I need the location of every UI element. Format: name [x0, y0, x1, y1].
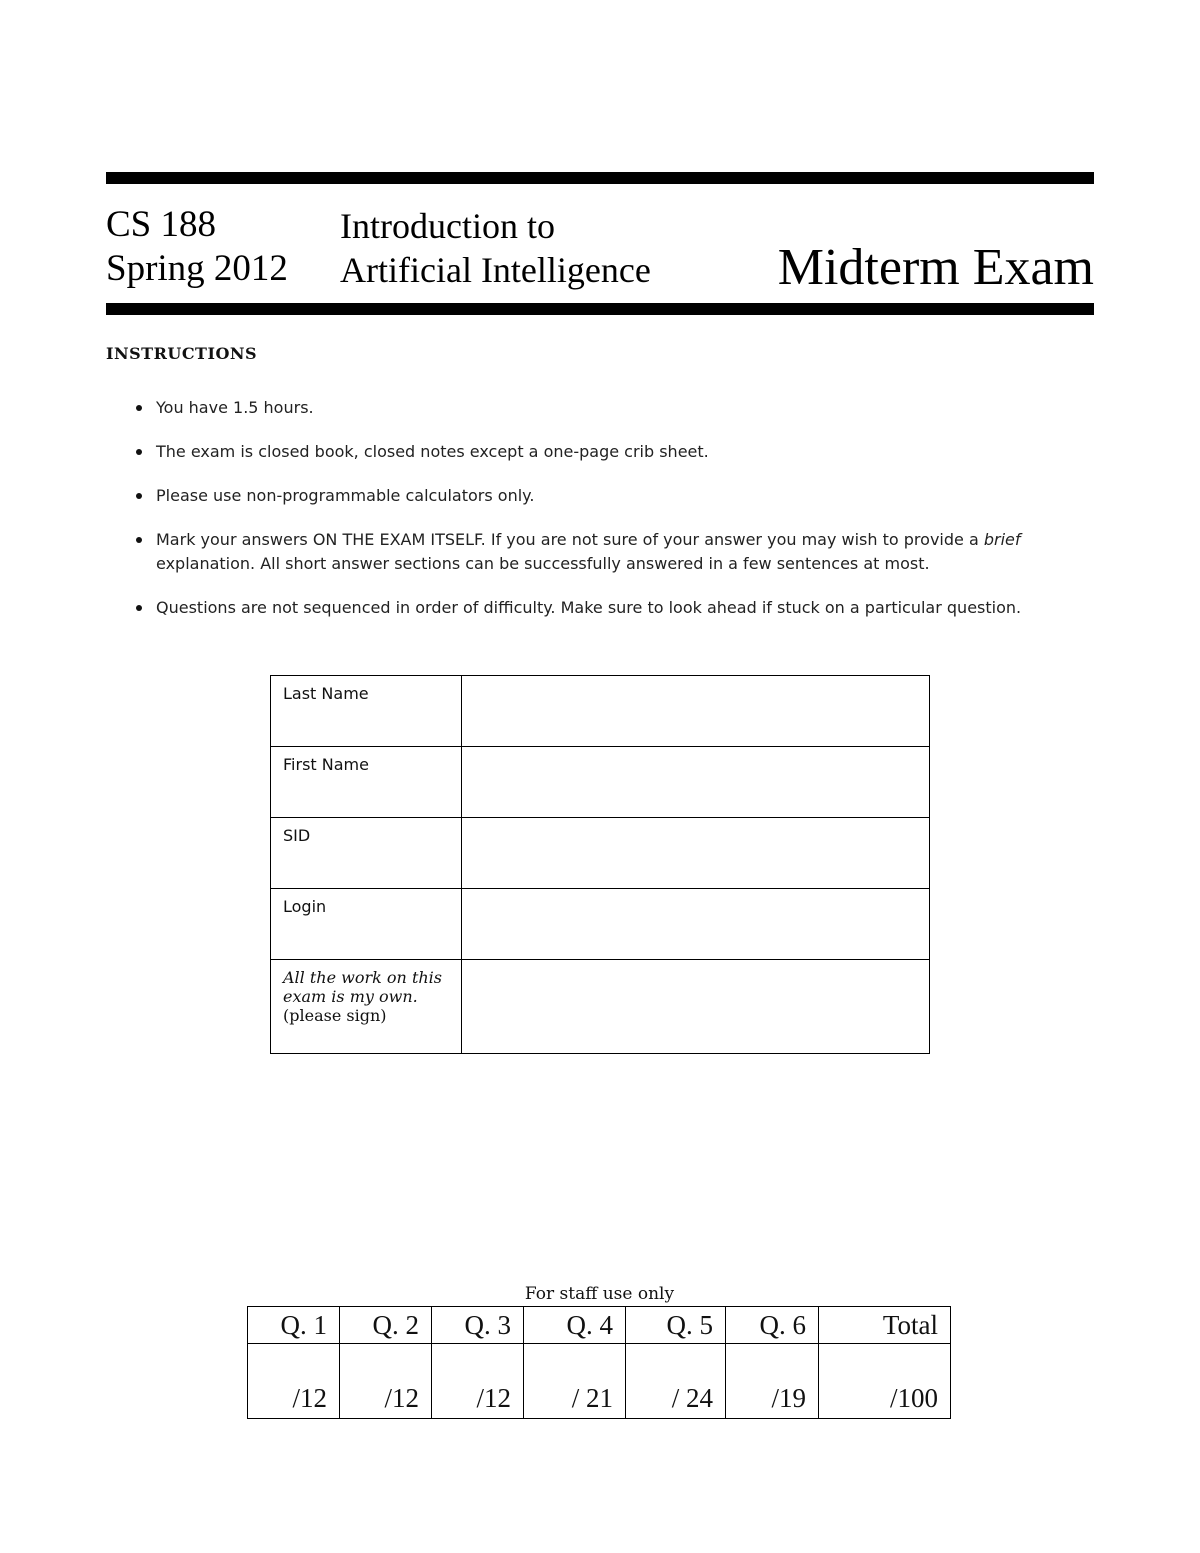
- instructions-list: [132, 396, 1094, 640]
- instruction-text: The exam is closed book, closed notes except a one-page crib sheet.: [156, 442, 709, 461]
- instruction-item: [132, 440, 1094, 464]
- course-title-line2: Artificial Intelligence: [340, 250, 651, 290]
- score-cell-q6: /19: [726, 1344, 819, 1419]
- instruction-item: [132, 484, 1094, 508]
- signature-label: [271, 960, 462, 1054]
- bullet-icon: [136, 493, 142, 499]
- login-label: Login: [271, 889, 462, 960]
- last-name-label: Last Name: [271, 676, 462, 747]
- form-row-first-name: [271, 747, 930, 818]
- login-field[interactable]: [462, 889, 930, 960]
- score-cell-q4: / 21: [524, 1344, 626, 1419]
- sid-label: SID: [271, 818, 462, 889]
- exam-title: Midterm Exam: [777, 239, 1094, 296]
- form-row-login: [271, 889, 930, 960]
- instruction-text-part1: Mark your answers ON THE EXAM ITSELF. If you are not sure of your answer you may wish to provide a: [156, 530, 979, 549]
- instruction-text: Please use non-programmable calculators only.: [156, 486, 535, 505]
- instruction-text: You have 1.5 hours.: [156, 398, 314, 417]
- signature-statement: All the work on this exam is my own.: [283, 968, 443, 1006]
- header-top-rule: [106, 172, 1094, 184]
- score-cell-q5: / 24: [626, 1344, 726, 1419]
- course-number: CS 188: [106, 204, 217, 245]
- signature-field[interactable]: [462, 960, 930, 1054]
- score-header-q5: Q. 5: [626, 1307, 726, 1344]
- instruction-text-part2: explanation. All short answer sections can be successfully answered in a few sentences at most.: [156, 554, 930, 573]
- student-id-form: [270, 675, 930, 1054]
- form-row-signature: [271, 960, 930, 1054]
- bullet-icon: [136, 405, 142, 411]
- staff-use-caption: For staff use only: [524, 1284, 675, 1304]
- header-bottom-rule: [106, 303, 1094, 315]
- course-title-line1: Introduction to: [340, 206, 555, 246]
- score-header-total: Total: [819, 1307, 951, 1344]
- score-cell-q3: /12: [432, 1344, 524, 1419]
- form-row-sid: [271, 818, 930, 889]
- form-row-last-name: [271, 676, 930, 747]
- score-header-q2: Q. 2: [340, 1307, 432, 1344]
- score-header-row: [248, 1307, 951, 1344]
- score-header-q6: Q. 6: [726, 1307, 819, 1344]
- instruction-item: [132, 596, 1094, 620]
- last-name-field[interactable]: [462, 676, 930, 747]
- course-term: Spring 2012: [106, 248, 288, 289]
- instruction-item: [132, 528, 1094, 576]
- instruction-text: Questions are not sequenced in order of difficulty. Make sure to look ahead if stuck on a particular question.: [156, 598, 1022, 617]
- score-points-row: [248, 1344, 951, 1419]
- signature-note: (please sign): [283, 1006, 387, 1025]
- staff-score-table: [247, 1306, 951, 1419]
- score-cell-total: /100: [819, 1344, 951, 1419]
- instruction-emphasis: brief: [983, 530, 1021, 549]
- bullet-icon: [136, 605, 142, 611]
- instruction-item: [132, 396, 1094, 420]
- first-name-label: First Name: [271, 747, 462, 818]
- score-cell-q2: /12: [340, 1344, 432, 1419]
- instructions-heading: INSTRUCTIONS: [106, 344, 258, 363]
- score-header-q3: Q. 3: [432, 1307, 524, 1344]
- bullet-icon: [136, 537, 142, 543]
- first-name-field[interactable]: [462, 747, 930, 818]
- bullet-icon: [136, 449, 142, 455]
- score-cell-q1: /12: [248, 1344, 340, 1419]
- sid-field[interactable]: [462, 818, 930, 889]
- score-header-q1: Q. 1: [248, 1307, 340, 1344]
- score-header-q4: Q. 4: [524, 1307, 626, 1344]
